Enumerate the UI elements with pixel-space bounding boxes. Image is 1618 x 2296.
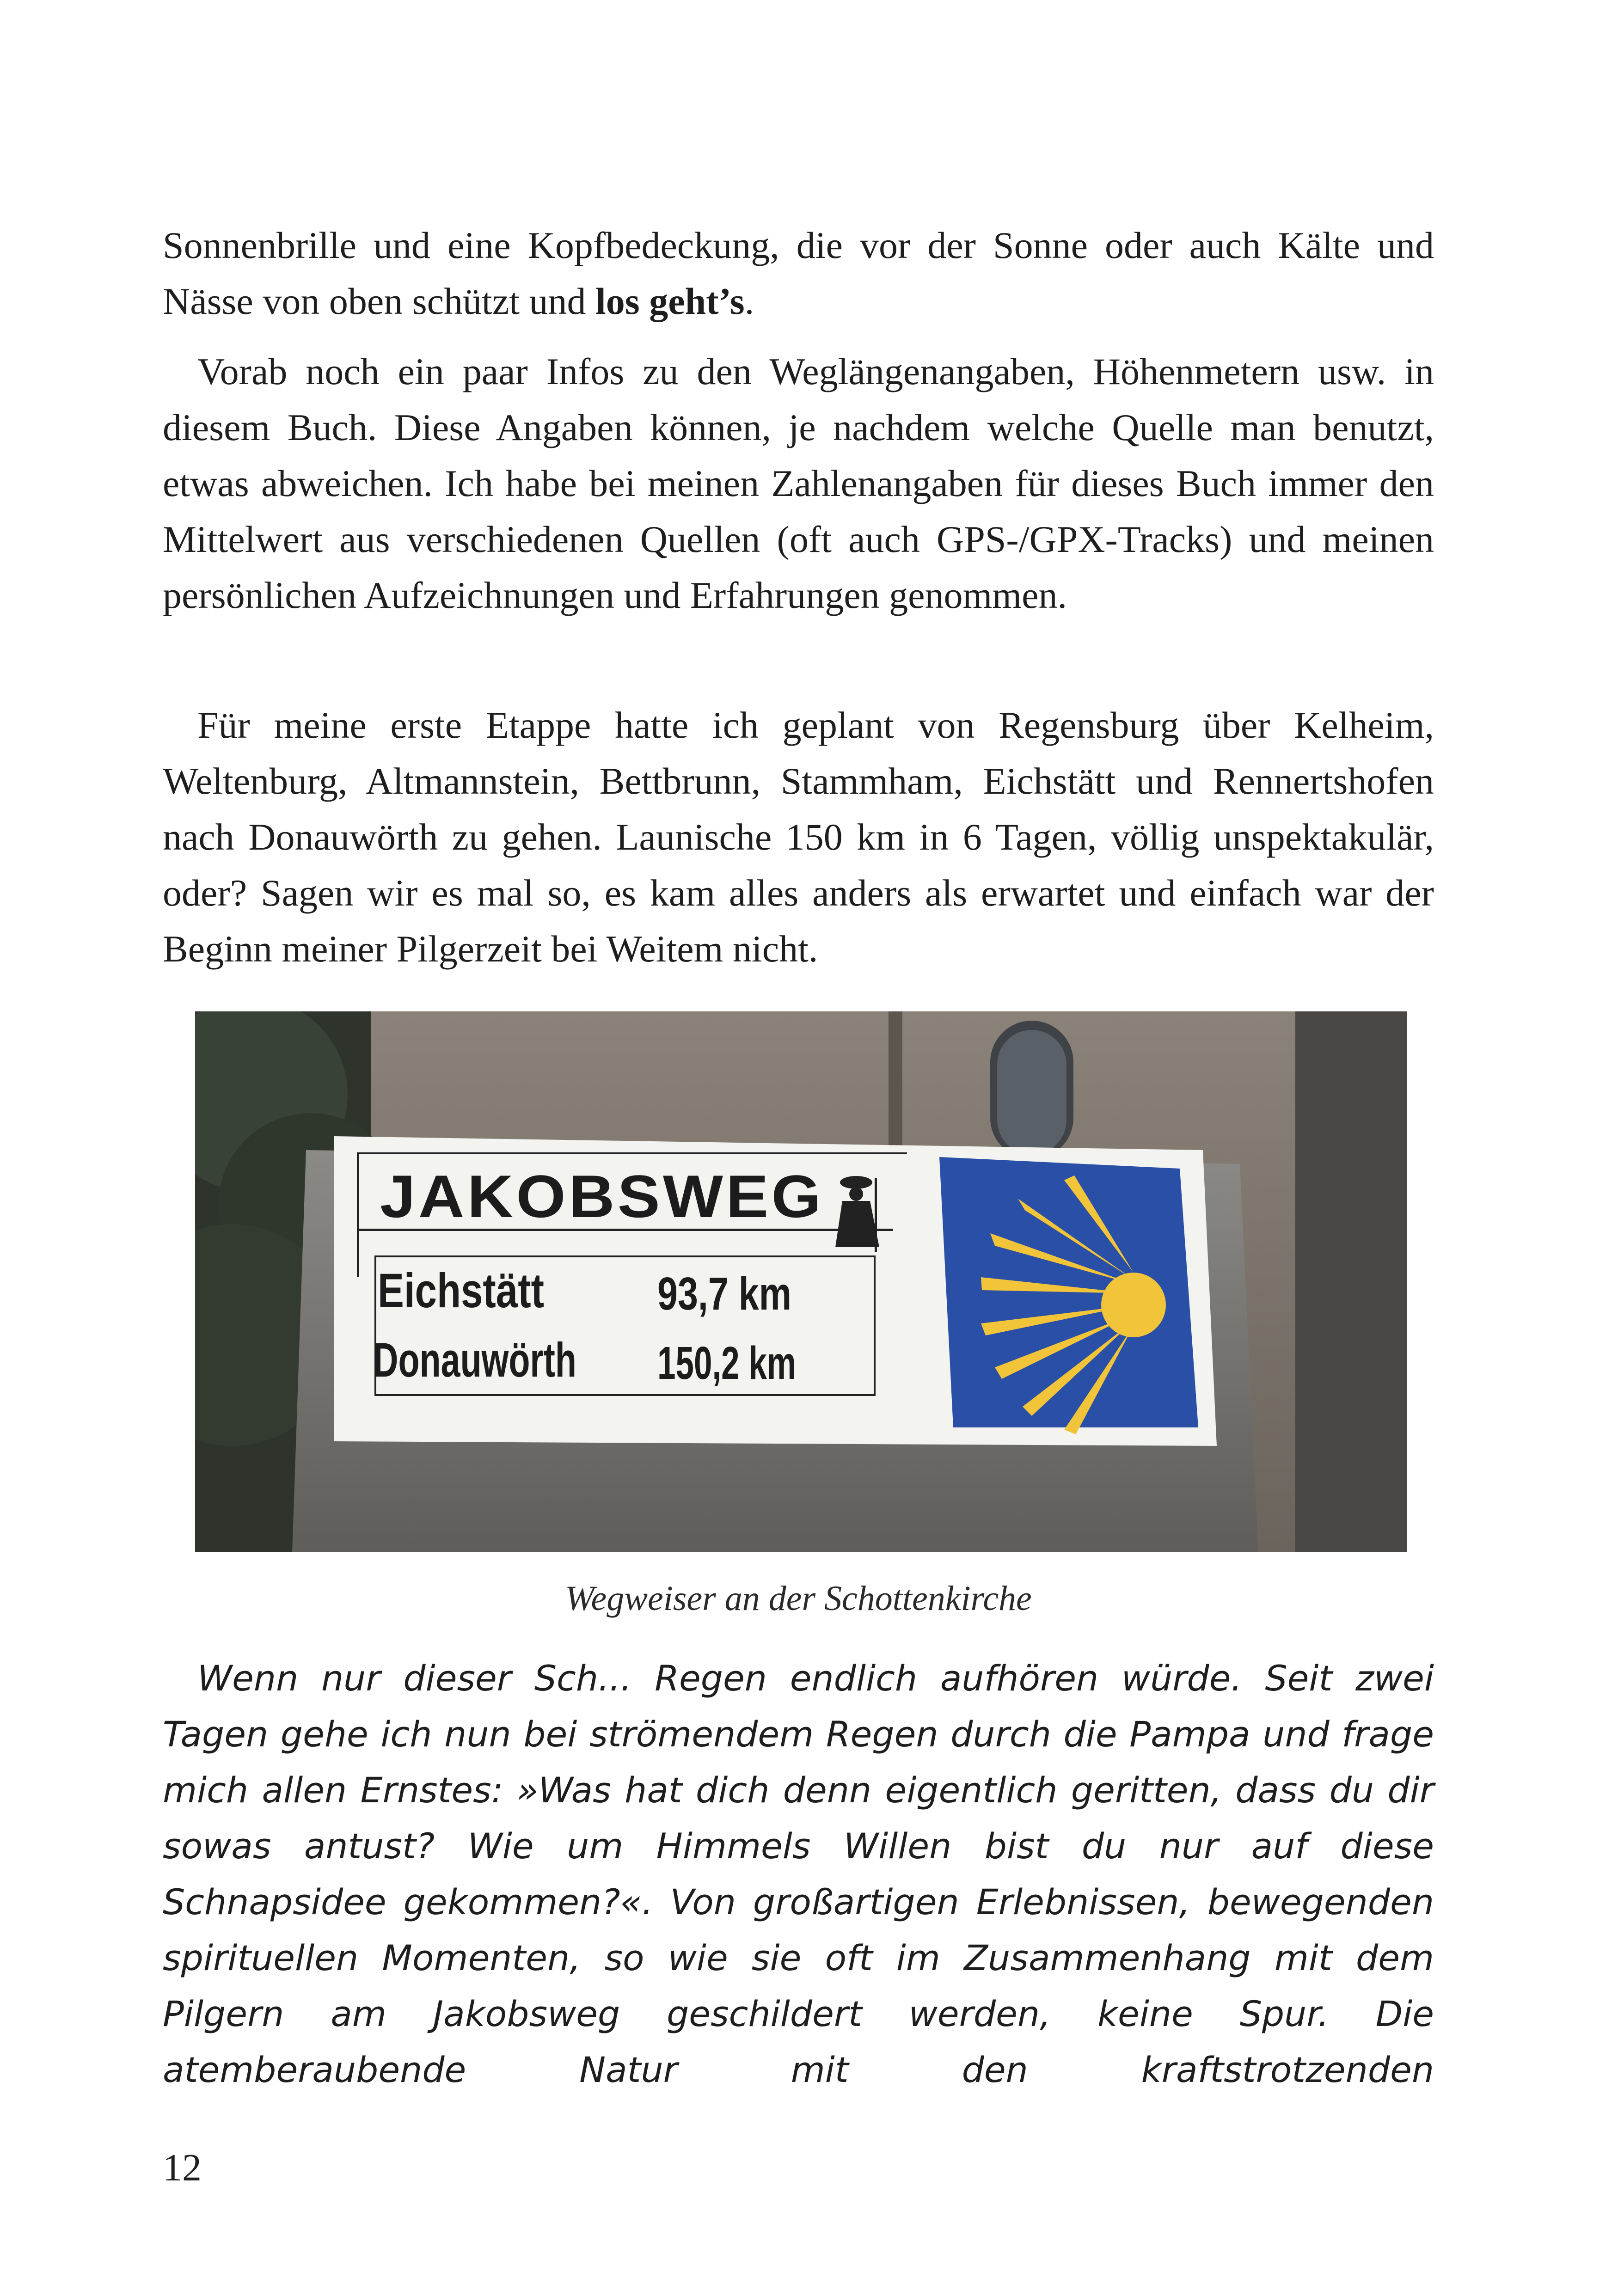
italic-passage: Wenn nur dieser Sch... Regen endlich aufhören würde. Seit zwei Tagen gehe ich nun bei strömendem Regen durch die Pampa und frage mich allen Ernstes: »Was hat dich denn eigentlich geritten, dass du dir sowas antust? Wie um Himmels Willen bist du nur auf diese Schnapsidee gekommen?«. Von großartigen Erlebnissen, bewegenden spirituellen Momenten, so wie sie oft im Zusammenhang mit dem Pilgern am Jakobsweg geschildert werden, keine Spur. Die atemberaubende Natur mit den kraftstrotzenden [163, 1658, 1434, 2090]
paragraph-3-text: Für meine erste Etappe hatte ich geplant von Regensburg über Kelheim, Weltenburg, Altmannstein, Bettbrunn, Stammham, Eichstätt und Rennertshofen nach Donauwörth zu gehen. Launische 150 km in 6 Tagen, völlig unspektakulär, oder? Sagen wir es mal so, es kam alles anders als erwartet und einfach war der Beginn meiner Pilgerzeit bei Weitem nicht. [163, 704, 1434, 970]
sign-place-2: Donauwörth [373, 1333, 576, 1387]
paragraph-3 [163, 697, 1434, 977]
paragraph-1-text: Sonnenbrille und eine Kopfbedeckung, die vor der Sonne oder auch Kälte und Nässe von oben schützt und [163, 224, 1434, 322]
paragraph-2 [163, 343, 1434, 623]
paragraph-1-end: . [744, 280, 754, 322]
photo-jakobsweg-sign [195, 1011, 1407, 1552]
page-number: 12 [163, 2146, 202, 2189]
sign-title: JAKOBSWEG [380, 1163, 824, 1230]
sign-distance-1: 93,7 km [657, 1268, 791, 1320]
photo-caption: Wegweiser an der Schottenkirche [565, 1579, 1032, 1618]
paragraph-1-bold-phrase: los geht’s [595, 280, 745, 322]
paragraph-1 [163, 217, 1434, 329]
sign-place-1: Eichstätt [378, 1264, 544, 1318]
paragraph-2-text: Vorab noch ein paar Infos zu den Weglängenangaben, Höhenmetern usw. in diesem Buch. Diese Angaben können, je nachdem welche Quelle man benutzt, etwas abweichen. Ich habe bei meinen Zahlenangaben für dieses Buch immer den Mittelwert aus verschiedenen Quellen (oft auch GPS-/GPX-Tracks) und meinen persönlichen Aufzeichnungen und Erfahrungen genommen. [163, 350, 1434, 616]
sign-distance-2: 150,2 km [657, 1337, 796, 1389]
